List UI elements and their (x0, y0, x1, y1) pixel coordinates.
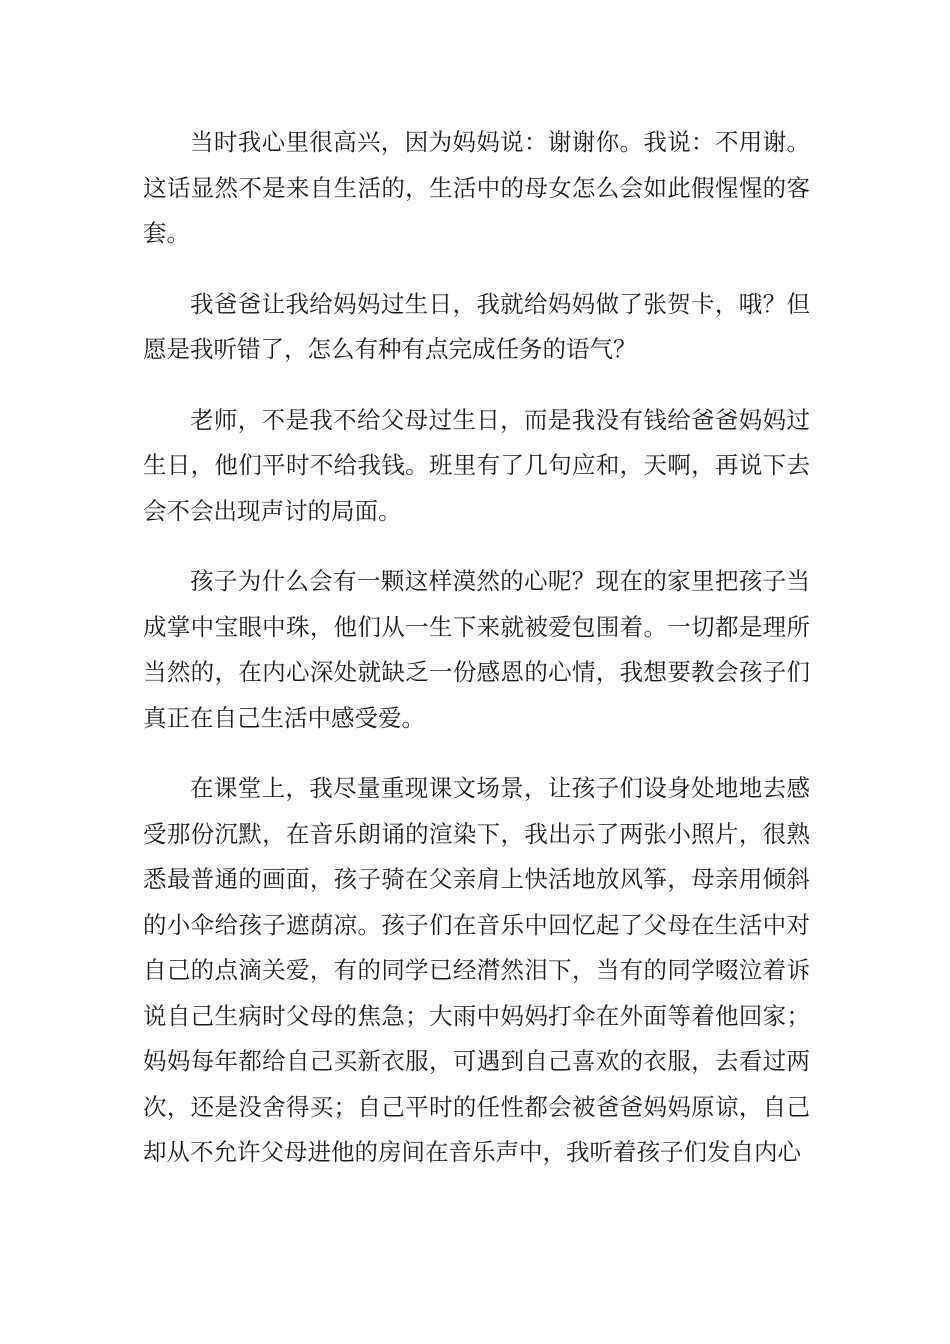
paragraph-3: 老师，不是我不给父母过生日，而是我没有钱给爸爸妈妈过生日，他们平时不给我钱。班里有了几句应和，天啊，再说下去会不会出现声讨的局面。 (143, 405, 810, 525)
paragraph-1: 当时我心里很高兴，因为妈妈说：谢谢你。我说：不用谢。这话显然不是来自生活的，生活中的母女怎么会如此假惺惺的客套。 (143, 128, 810, 247)
document-body (143, 120, 810, 1201)
paragraph-2: 我爸爸让我给妈妈过生日，我就给妈妈做了张贺卡，哦？但愿是我听错了，怎么有种有点完成任务的语气？ (143, 289, 810, 363)
paragraph-5: 在课堂上，我尽量重现课文场景，让孩子们设身处地地去感受那份沉默，在音乐朗诵的渲染下，我出示了两张小照片，很熟悉最普通的画面，孩子骑在父亲肩上快活地放风筝，母亲用倾斜的小伞给孩子遮荫凉。孩子们在音乐中回忆起了父母在生活中对自己的点滴关爱，有的同学已经潸然泪下，当有的同学啜泣着诉说自己生病时父母的焦急；大雨中妈妈打伞在外面等着他回家；妈妈每年都给自己买新衣服，可遇到自己喜欢的衣服，去看过两次，还是没舍得买；自己平时的任性都会被爸爸妈妈原谅，自己却从不允许父母进他的房间在音乐声中，我听着孩子们发自内心 (143, 774, 810, 1166)
paragraph-4: 孩子为什么会有一颗这样漠然的心呢？现在的家里把孩子当成掌中宝眼中珠，他们从一生下来就被爱包围着。一切都是理所当然的，在内心深处就缺乏一份感恩的心情，我想要教会孩子们真正在自己生活中感受爱。 (143, 567, 810, 732)
